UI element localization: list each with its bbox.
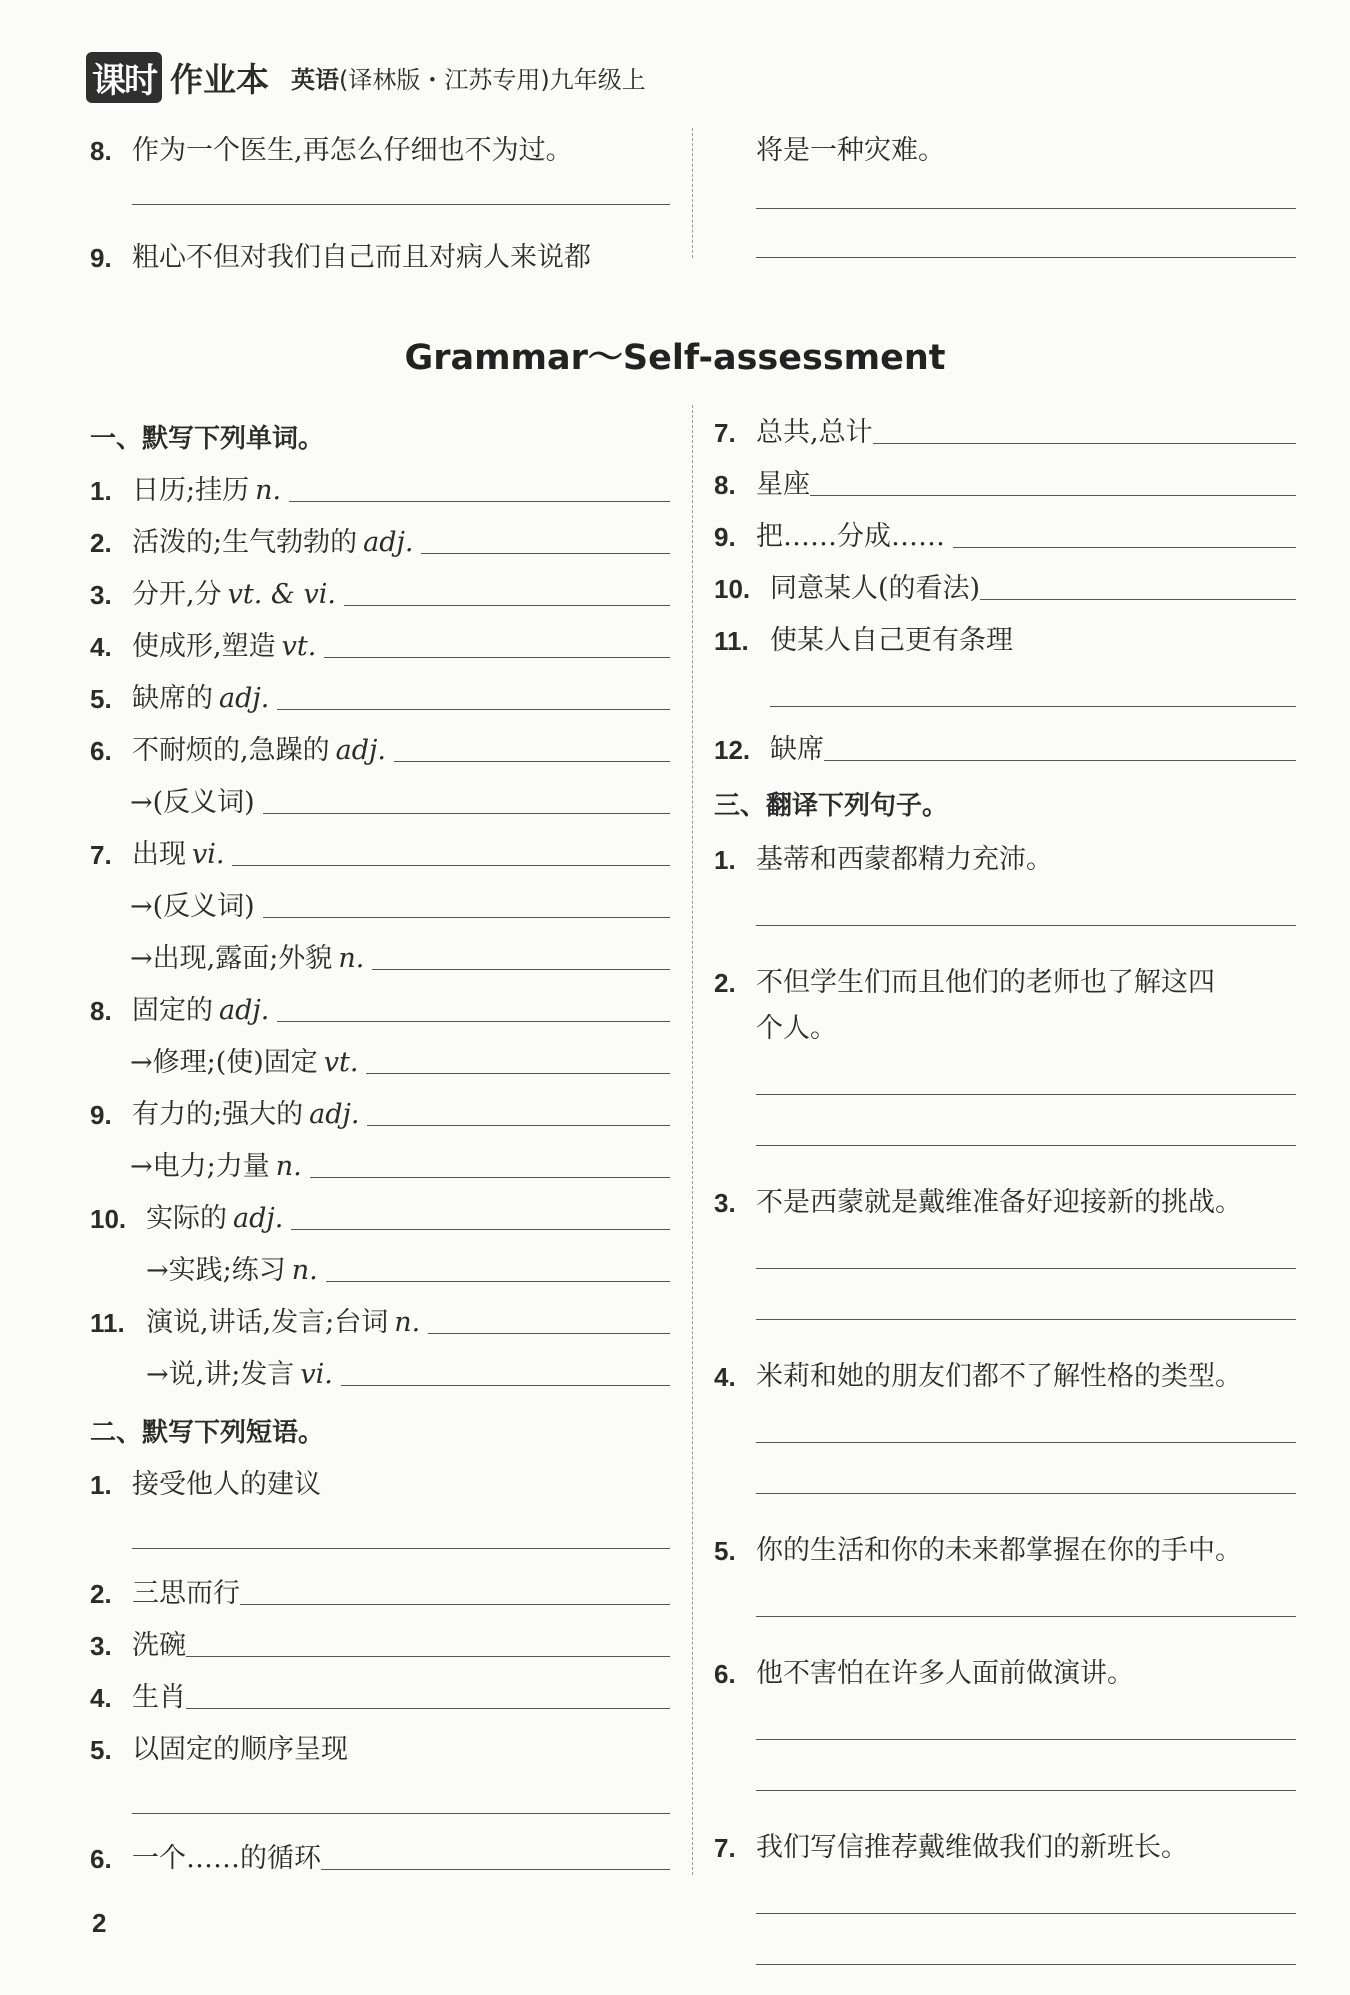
question-item: 8. 作为一个医生,再怎么仔细也不为过。 (90, 135, 573, 166)
sentence-item: 6. 他不害怕在许多人面前做演讲。 (714, 1658, 1134, 1689)
sentence-item: 3. 不是西蒙就是戴维准备好迎接新的挑战。 (714, 1187, 1242, 1218)
phrase-item: 3. 洗碗 (90, 1607, 670, 1659)
answer-line[interactable] (756, 208, 1296, 209)
answer-line[interactable] (132, 1813, 670, 1814)
word-item: 8. 固定的 adj. (90, 972, 670, 1024)
answer-line[interactable] (756, 1790, 1296, 1791)
answer-line[interactable] (277, 1021, 670, 1022)
answer-line[interactable] (324, 657, 670, 658)
word-derivative: →实践;练习 n. (90, 1232, 670, 1284)
section2-title: 二、默写下列短语。 (90, 1418, 325, 1448)
word-item: 2. 活泼的;生气勃勃的 adj. (90, 504, 670, 556)
word-item: 3. 分开,分 vt. & vi. (90, 556, 670, 608)
left-column (90, 412, 670, 1872)
page-header (86, 52, 646, 102)
answer-line[interactable] (756, 925, 1296, 926)
answer-line[interactable] (366, 1073, 670, 1074)
answer-line[interactable] (756, 1739, 1296, 1740)
answer-line[interactable] (953, 547, 1296, 548)
question-item: 9. 粗心不但对我们自己而且对病人来说都 (90, 242, 591, 273)
word-derivative: →修理;(使)固定 vt. (90, 1024, 670, 1076)
answer-line[interactable] (341, 1385, 670, 1386)
top-left-block (90, 128, 670, 271)
answer-line[interactable] (756, 1442, 1296, 1443)
answer-line[interactable] (756, 257, 1296, 258)
answer-line[interactable] (756, 1268, 1296, 1269)
answer-line[interactable] (344, 605, 670, 606)
sentence-item: 2. 不但学生们而且他们的老师也了解这四 (714, 967, 1215, 998)
answer-line[interactable] (289, 501, 670, 502)
page-number: 2 (92, 1908, 107, 1938)
answer-line[interactable] (326, 1281, 670, 1282)
brand-logo: 课时 (86, 52, 162, 103)
answer-line[interactable] (770, 706, 1296, 707)
word-item: 9. 有力的;强大的 adj. (90, 1076, 670, 1128)
phrase-item: 7. 总共,总计 (714, 400, 1296, 446)
question-continuation: 将是一种灾难。 (756, 135, 945, 166)
column-divider (692, 128, 693, 258)
word-item: 10. 实际的 adj. (90, 1180, 670, 1232)
phrase-item: 5. 以固定的顺序呈现 (90, 1734, 348, 1765)
answer-line[interactable] (428, 1333, 670, 1334)
word-derivative: →电力;力量 n. (90, 1128, 670, 1180)
phrase-item: 2. 三思而行 (90, 1555, 670, 1607)
phrase-item: 1. 接受他人的建议 (90, 1469, 321, 1500)
phrase-item: 4. 生肖 (90, 1659, 670, 1711)
book-subtitle: 英语(译林版・江苏专用)九年级上 (291, 65, 646, 94)
word-derivative: →(反义词) (90, 868, 670, 920)
answer-line[interactable] (132, 204, 670, 205)
section-title: Grammar～Self-assessment (404, 338, 946, 378)
word-derivative: →说,讲;发言 vi. (90, 1336, 670, 1388)
answer-line[interactable] (240, 1604, 670, 1605)
sentence-continuation: 个人。 (756, 1013, 837, 1044)
answer-line[interactable] (756, 1964, 1296, 1965)
answer-line[interactable] (394, 761, 670, 762)
word-item: 5. 缺席的 adj. (90, 660, 670, 712)
phrase-item: 10. 同意某人(的看法) (714, 550, 1296, 602)
answer-line[interactable] (263, 813, 670, 814)
answer-line[interactable] (263, 917, 670, 918)
answer-line[interactable] (756, 1913, 1296, 1914)
answer-line[interactable] (756, 1319, 1296, 1320)
answer-line[interactable] (372, 969, 670, 970)
answer-line[interactable] (186, 1708, 670, 1709)
column-divider (692, 405, 693, 1875)
word-item: 7. 出现 vi. (90, 816, 670, 868)
sentence-item: 5. 你的生活和你的未来都掌握在你的手中。 (714, 1535, 1242, 1566)
phrase-item: 6. 一个……的循环 (90, 1820, 670, 1872)
answer-line[interactable] (980, 599, 1296, 600)
phrase-item: 9. 把……分成…… (714, 498, 1296, 550)
sentence-item: 1. 基蒂和西蒙都精力充沛。 (714, 844, 1053, 875)
answer-line[interactable] (321, 1869, 670, 1870)
phrase-item: 12. 缺席 (714, 711, 1296, 763)
brand-name: 作业本 (170, 59, 269, 99)
answer-line[interactable] (291, 1229, 670, 1230)
phrase-item: 11. 使某人自己更有条理 (714, 625, 1013, 656)
right-column (714, 400, 1296, 1965)
sentence-item: 4. 米莉和她的朋友们都不了解性格的类型。 (714, 1361, 1242, 1392)
answer-line[interactable] (873, 443, 1296, 444)
answer-line[interactable] (756, 1616, 1296, 1617)
section1-title: 一、默写下列单词。 (90, 424, 325, 454)
section3-title: 三、翻译下列句子。 (714, 791, 949, 821)
phrase-item: 8. 星座 (714, 446, 1296, 498)
word-derivative: →(反义词) (90, 764, 670, 816)
answer-line[interactable] (186, 1656, 670, 1657)
answer-line[interactable] (824, 760, 1296, 761)
answer-line[interactable] (756, 1145, 1296, 1146)
answer-line[interactable] (756, 1094, 1296, 1095)
sentence-item: 7. 我们写信推荐戴维做我们的新班长。 (714, 1832, 1188, 1863)
answer-line[interactable] (421, 553, 670, 554)
word-item: 6. 不耐烦的,急躁的 adj. (90, 712, 670, 764)
top-right-block (756, 128, 1296, 258)
word-item: 11. 演说,讲话,发言;台词 n. (90, 1284, 670, 1336)
answer-line[interactable] (367, 1125, 670, 1126)
answer-line[interactable] (277, 709, 670, 710)
answer-line[interactable] (810, 495, 1296, 496)
word-item: 1. 日历;挂历 n. (90, 452, 670, 504)
word-item: 4. 使成形,塑造 vt. (90, 608, 670, 660)
word-derivative: →出现,露面;外貌 n. (90, 920, 670, 972)
answer-line[interactable] (132, 1548, 670, 1549)
answer-line[interactable] (756, 1493, 1296, 1494)
answer-line[interactable] (232, 865, 670, 866)
answer-line[interactable] (310, 1177, 670, 1178)
